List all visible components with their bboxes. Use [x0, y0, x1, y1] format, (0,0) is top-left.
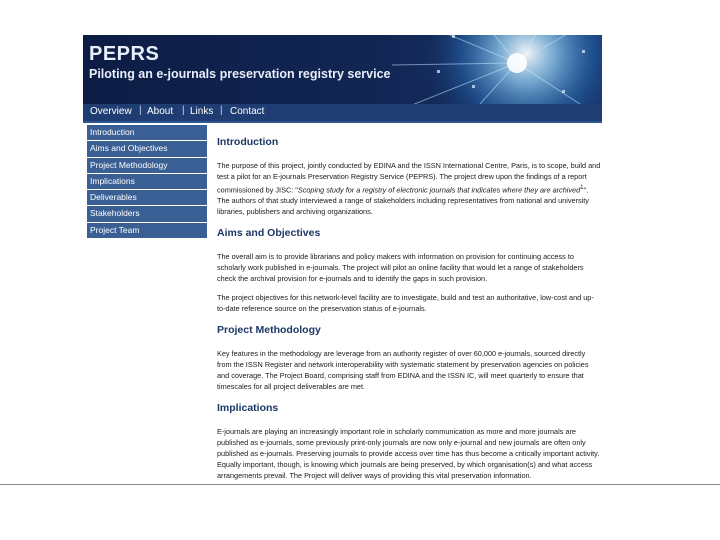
nav-underline: [83, 121, 602, 123]
aims-paragraph-1: The overall aim is to provide librarians and policy makers with information on provision for continuing access to scholarly work published in e-journals. The project will pilot an online facility that would let a range of stakeholders check the archival provision for e-journals and to identify the gaps in such provision.: [217, 252, 584, 284]
section-heading-implications: Implications: [217, 402, 279, 415]
intro-paragraph: [217, 160, 601, 217]
nav-links[interactable]: Links: [190, 106, 214, 117]
report-title-link[interactable]: Scoping study for a registry of electronic journals that indicates where they are archived: [297, 185, 581, 195]
nav-separator: |: [220, 105, 223, 116]
intro-text-end: ". The authors of that study interviewed a range of stakeholders including representatives from national and university libraries, publishers and archiving organizations.: [217, 185, 589, 217]
site-subtitle: Piloting an e-journals preservation registry service: [89, 67, 391, 81]
section-heading-methodology: Project Methodology: [217, 324, 321, 337]
nav-separator: |: [182, 105, 185, 116]
browser-page: [83, 35, 602, 484]
main-content: [217, 136, 601, 484]
light-burst-graphic: [392, 35, 602, 104]
aims-paragraph-2: The project objectives for this network-level facility are to investigate, build and test an authoritative, low-cost and up-to-date reference source on the preservation status of e-journals.: [217, 293, 594, 314]
section-heading-introduction: Introduction: [217, 136, 279, 148]
methodology-paragraph: Key features in the methodology are leverage from an authority register of over 60,000 e-journals, sourced directly from the ISSN Register and network interoperability with systematic statement by preservation agencies on policies and coverage. The Project Board, comprising staff from EDINA and the ISSN IC, will meet quarterly to ensure that timescales for all project deliverables are met.: [217, 349, 589, 392]
site-title: PEPRS: [89, 43, 160, 65]
site-header: [83, 35, 602, 104]
sidebar-menu: [87, 125, 207, 239]
section-heading-aims: Aims and Objectives: [217, 227, 321, 240]
sidebar-item-aims-and-objectives[interactable]: Aims and Objectives: [87, 141, 207, 156]
sidebar-item-project-methodology[interactable]: Project Methodology: [87, 158, 207, 173]
nav-about[interactable]: About: [147, 106, 174, 117]
sidebar-item-introduction[interactable]: Introduction: [87, 125, 207, 140]
implications-paragraph: E-journals are playing an increasingly important role in scholarly communication as more and more journals are published as e-journals, some previously print-only journals are now only e-journal and new journals are often only published as e-journals. Preserving journals to provide access over time has thus become a critically important activity. Equally important, though, is knowing which journals are being preserved, by which organisation(s) and what access arrangements prevail. The Project will deliver ways of providing this vital preservation information.: [217, 427, 600, 481]
top-nav: [83, 104, 602, 121]
footnote-link[interactable]: 1: [580, 184, 584, 191]
intro-text-start: The purpose of this project, jointly conducted by EDINA and the ISSN International Centre, Paris, is to scope, build and test a pilot for an E-journals Preservation Registry Service (PEPRS). The project drew upon the findings of a report commissioned by JISC: ": [217, 161, 601, 195]
bottom-divider: [0, 484, 720, 485]
nav-separator: |: [139, 105, 142, 116]
nav-contact[interactable]: Contact: [230, 106, 265, 117]
sidebar-item-project-team[interactable]: Project Team: [87, 223, 207, 238]
sidebar-item-stakeholders[interactable]: Stakeholders: [87, 206, 207, 221]
sidebar-item-implications[interactable]: Implications: [87, 174, 207, 189]
nav-overview[interactable]: Overview: [90, 106, 132, 117]
sidebar-item-deliverables[interactable]: Deliverables: [87, 190, 207, 205]
